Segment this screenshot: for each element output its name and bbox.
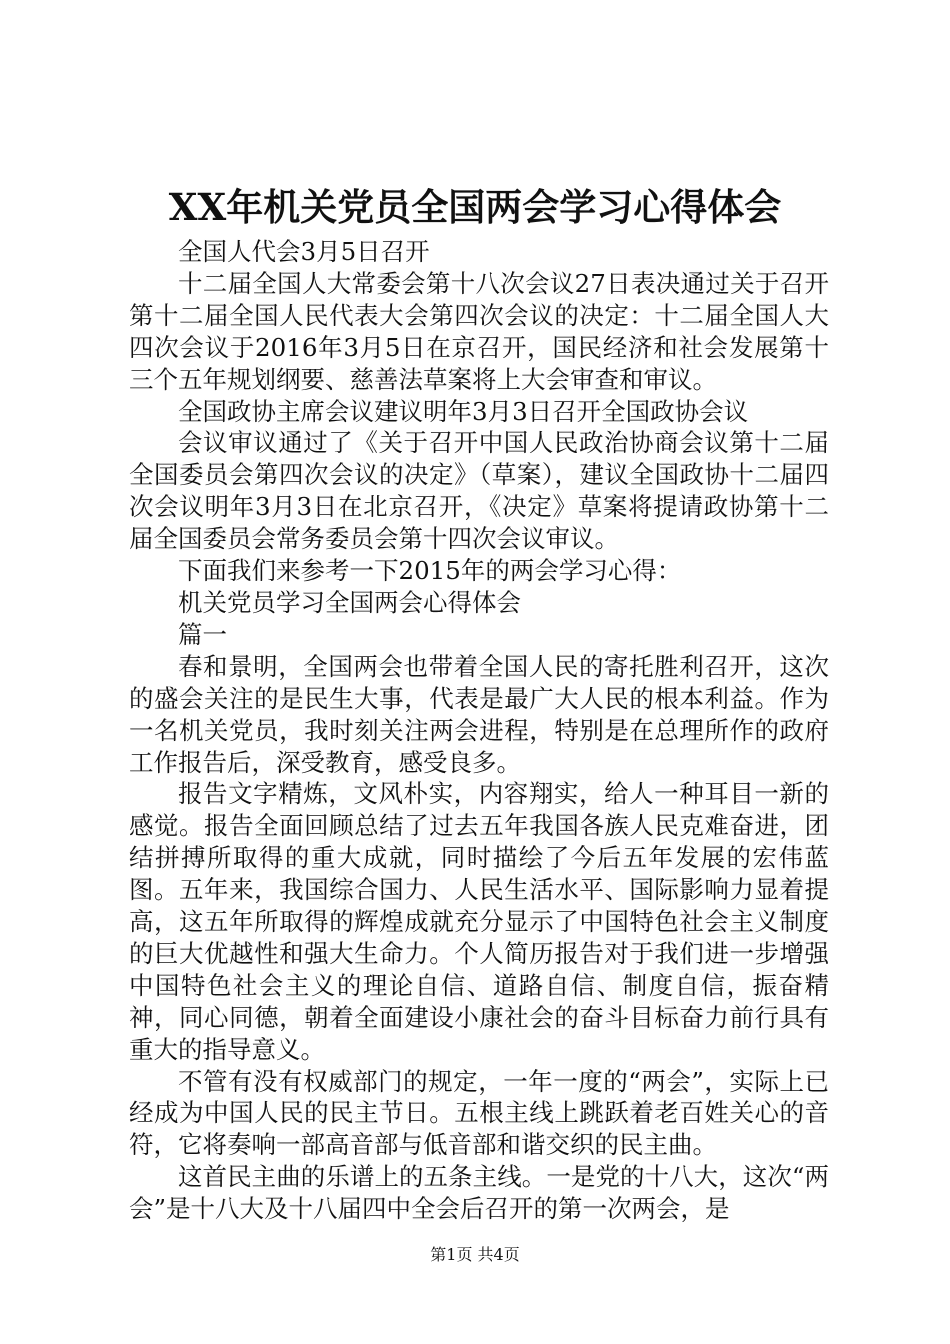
paragraph: 全国政协主席会议建议明年3月3日召开全国政协会议 [178,396,749,426]
document-body [129,236,829,1225]
section-heading: 机关党员学习全国两会心得体会 [178,587,521,617]
paragraph: 这首民主曲的乐谱上的五条主线。一是党的十八大，这次“两会”是十八大及十八届四中全会后召开的第一次两会，是 [129,1162,829,1224]
paragraph: 会议审议通过了《关于召开中国人民政治协商会议第十二届全国委员会第四次会议的决定》（草案），建议全国政协十二届四次会议明年3月3日在北京召开，《决定》草案将提请政协第十二届全国委员会常务委员会第十四次会议审议。 [129,428,829,554]
paragraph: 下面我们来参考一下2015年的两会学习心得： [178,556,682,586]
paragraph: 不管有没有权威部门的规定，一年一度的“两会”，实际上已经成为中国人民的民主节日。五根主线上跳跃着老百姓关心的音符，它将奏响一部高音部与低音部和谐交织的民主曲。 [129,1066,829,1160]
paragraph: 全国人代会3月5日召开 [178,237,430,266]
paragraph: 报告文字精炼，文风朴实，内容翔实，给人一种耳目一新的感觉。报告全面回顾总结了过去五年我国各族人民克难奋进，团结拼搏所取得的重大成就，同时描绘了今后五年发展的宏伟蓝图。五年来，我国综合国力、人民生活水平、国际影响力显着提高，这五年所取得的辉煌成就充分显示了中国特色社会主义制度的巨大优越性和强大生命力。个人简历报告对于我们进一步增强中国特色社会主义的理论自信、道路自信、制度自信，振奋精神，同心同德，朝着全面建设小康社会的奋斗目标奋力前行具有重大的指导意义。 [129,779,829,1064]
paragraph: 十二届全国人大常委会第十八次会议27日表决通过关于召开第十二届全国人民代表大会第四次会议的决定：十二届全国人大四次会议于2016年3月5日在京召开，国民经济和社会发展第十三个五年规划纲要、慈善法草案将上大会审查和审议。 [129,268,829,394]
section-subheading: 篇一 [178,619,227,649]
page-number: 第1页 共4页 [430,1245,520,1264]
document-title: XX年机关党员全国两会学习心得体会 [168,185,782,229]
paragraph: 春和景明，全国两会也带着全国人民的寄托胜利召开，这次的盛会关注的是民生大事，代表是最广大人民的根本利益。作为一名机关党员，我时刻关注两会进程，特别是在总理所作的政府工作报告后，深受教育，感受良多。 [129,651,829,777]
